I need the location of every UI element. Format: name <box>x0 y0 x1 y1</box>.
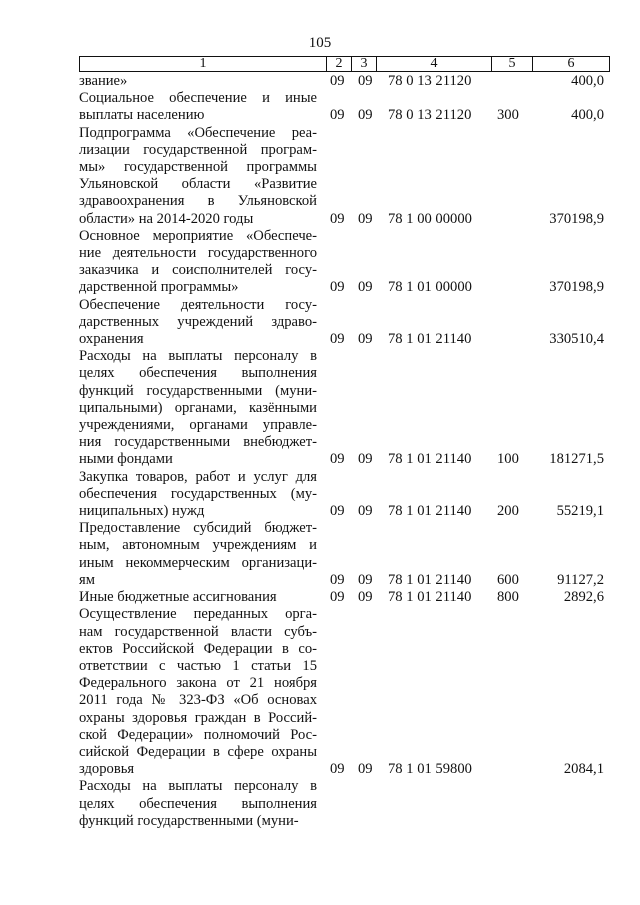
row-section: 09 <box>330 210 345 227</box>
row-name-line: Расходы на выплаты персоналу в <box>79 348 317 365</box>
row-name-line: учреждениями, органами управле- <box>79 417 317 434</box>
row-name-line: обеспечения государственных (му- <box>79 485 317 502</box>
table-row <box>0 589 640 606</box>
row-name-line: ния государственными внебюджет- <box>79 434 317 451</box>
row-subsection: 09 <box>358 571 373 588</box>
row-section: 09 <box>330 107 345 124</box>
row-target-article: 78 1 01 21140 <box>388 451 472 468</box>
row-name-line: Подпрограмма «Обеспечение реа- <box>79 124 317 141</box>
row-name-line: 2011 года № 323-ФЗ «Об основах <box>79 692 317 709</box>
row-name-line: дарственных учреждений здраво- <box>79 313 317 330</box>
table-row <box>0 348 640 468</box>
header-col-cs: 4 <box>377 57 492 72</box>
table-row <box>0 778 640 830</box>
page-number: 105 <box>308 35 332 51</box>
row-target-article: 78 0 13 21120 <box>388 73 472 89</box>
row-name-line: Социальное обеспечение и иные <box>79 90 317 107</box>
row-name <box>79 297 317 349</box>
row-name-line: ние деятельности государственного <box>79 245 317 262</box>
row-amount: 400,0 <box>571 107 604 124</box>
row-subsection: 09 <box>358 331 373 348</box>
row-name <box>79 520 317 589</box>
row-name-line: лизации государственной програм- <box>79 141 317 158</box>
row-target-article: 78 0 13 21120 <box>388 107 472 124</box>
row-expense-type: 800 <box>497 589 519 606</box>
header-col-rz: 2 <box>327 57 352 72</box>
row-section: 09 <box>330 451 345 468</box>
row-name-line: Осуществление переданных орга- <box>79 606 317 623</box>
row-name-line: Иные бюджетные ассигнования <box>79 589 277 606</box>
row-name-line: Предоставление субсидий бюджет- <box>79 520 317 537</box>
row-subsection: 09 <box>358 761 373 778</box>
row-subsection: 09 <box>358 210 373 227</box>
table-row <box>0 90 640 124</box>
row-name-line: ными фондами <box>79 451 173 468</box>
row-name-line: охраны здоровья граждан в Россий- <box>79 709 317 726</box>
row-section: 09 <box>330 571 345 588</box>
row-name-line: целях обеспечения выполнения <box>79 795 317 812</box>
row-expense-type: 100 <box>497 451 519 468</box>
row-name <box>79 125 317 228</box>
row-target-article: 78 1 01 59800 <box>388 761 472 778</box>
row-name-line: мы» государственной программы <box>79 159 317 176</box>
table-row <box>0 469 640 521</box>
row-expense-type: 600 <box>497 571 519 588</box>
row-name <box>79 589 317 606</box>
row-name-line: целях обеспечения выполнения <box>79 365 317 382</box>
row-amount: 330510,4 <box>549 331 604 348</box>
row-amount: 55219,1 <box>556 503 604 520</box>
row-section: 09 <box>330 331 345 348</box>
row-name-line: ям <box>79 571 95 588</box>
budget-table-body <box>0 73 640 830</box>
row-amount: 2084,1 <box>563 761 604 778</box>
header-col-vr: 5 <box>492 57 533 72</box>
table-row <box>0 606 640 778</box>
row-name-line: охранения <box>79 331 144 348</box>
row-name-line: здоровья <box>79 761 135 778</box>
header-col-sum: 6 <box>533 57 610 72</box>
row-section: 09 <box>330 761 345 778</box>
row-name-line: Расходы на выплаты персоналу в <box>79 778 317 795</box>
table-row <box>0 520 640 589</box>
row-name-line: ципальными) органами, казёнными <box>79 399 317 416</box>
row-section: 09 <box>330 589 345 606</box>
row-amount: 370198,9 <box>549 210 604 227</box>
row-name-line: Федерального закона от 21 ноября <box>79 675 317 692</box>
row-name <box>79 73 317 90</box>
row-name-line: ным, автономным учреждениям и <box>79 537 317 554</box>
row-target-article: 78 1 01 21140 <box>388 503 472 520</box>
row-name <box>79 606 317 778</box>
row-subsection: 09 <box>358 503 373 520</box>
row-name-line: ской Федерации» полномочий Рос- <box>79 726 317 743</box>
row-expense-type: 200 <box>497 503 519 520</box>
row-name <box>79 228 317 297</box>
row-subsection: 09 <box>358 279 373 296</box>
row-name-line: Обеспечение деятельности госу- <box>79 296 317 313</box>
row-target-article: 78 1 01 21140 <box>388 589 472 606</box>
row-name <box>79 90 317 124</box>
table-row <box>0 73 640 90</box>
table-row <box>0 297 640 349</box>
row-name-line: ниципальных) нужд <box>79 503 205 520</box>
row-name-line: Ульяновской области «Развитие <box>79 176 317 193</box>
row-target-article: 78 1 01 21140 <box>388 331 472 348</box>
row-name-line: ответствии с частью 1 статьи 15 <box>79 657 317 674</box>
row-target-article: 78 1 01 00000 <box>388 279 472 296</box>
header-col-name: 1 <box>80 57 327 72</box>
row-section: 09 <box>330 279 345 296</box>
row-name-line: Закупка товаров, работ и услуг для <box>79 468 317 485</box>
row-amount: 2892,6 <box>563 589 604 606</box>
row-section: 09 <box>330 73 345 89</box>
row-amount: 400,0 <box>571 73 604 89</box>
table-row <box>0 125 640 228</box>
row-name <box>79 778 317 830</box>
row-name-line: выплаты населению <box>79 107 205 124</box>
row-subsection: 09 <box>358 589 373 606</box>
row-expense-type: 300 <box>497 107 519 124</box>
row-name-line: сийской Федерации в сфере охраны <box>79 743 317 760</box>
table-row <box>0 228 640 297</box>
row-subsection: 09 <box>358 73 373 89</box>
row-name-line: звание» <box>79 73 128 89</box>
row-name <box>79 469 317 521</box>
row-name-line: дарственной программы» <box>79 279 239 296</box>
row-name-line: ектов Российской Федерации в со- <box>79 640 317 657</box>
row-name-line: Основное мероприятие «Обеспече- <box>79 227 317 244</box>
header-col-pr: 3 <box>352 57 377 72</box>
row-section: 09 <box>330 503 345 520</box>
row-name-line: заказчика и соисполнителей госу- <box>79 262 317 279</box>
row-name-line: здравоохранения в Ульяновской <box>79 193 317 210</box>
row-name-line: области» на 2014-2020 годы <box>79 210 254 227</box>
row-name <box>79 348 317 468</box>
table-header <box>79 56 610 72</box>
row-target-article: 78 1 00 00000 <box>388 210 472 227</box>
row-name-line: иным некоммерческим организаци- <box>79 554 317 571</box>
row-amount: 181271,5 <box>549 451 604 468</box>
row-amount: 91127,2 <box>557 571 604 588</box>
row-subsection: 09 <box>358 107 373 124</box>
row-subsection: 09 <box>358 451 373 468</box>
row-amount: 370198,9 <box>549 279 604 296</box>
row-target-article: 78 1 01 21140 <box>388 571 472 588</box>
row-name-line: функций государственными (муни- <box>79 382 317 399</box>
row-name-line: нам государственной власти субъ- <box>79 623 317 640</box>
row-name-line: функций государственными (муни- <box>79 812 299 829</box>
